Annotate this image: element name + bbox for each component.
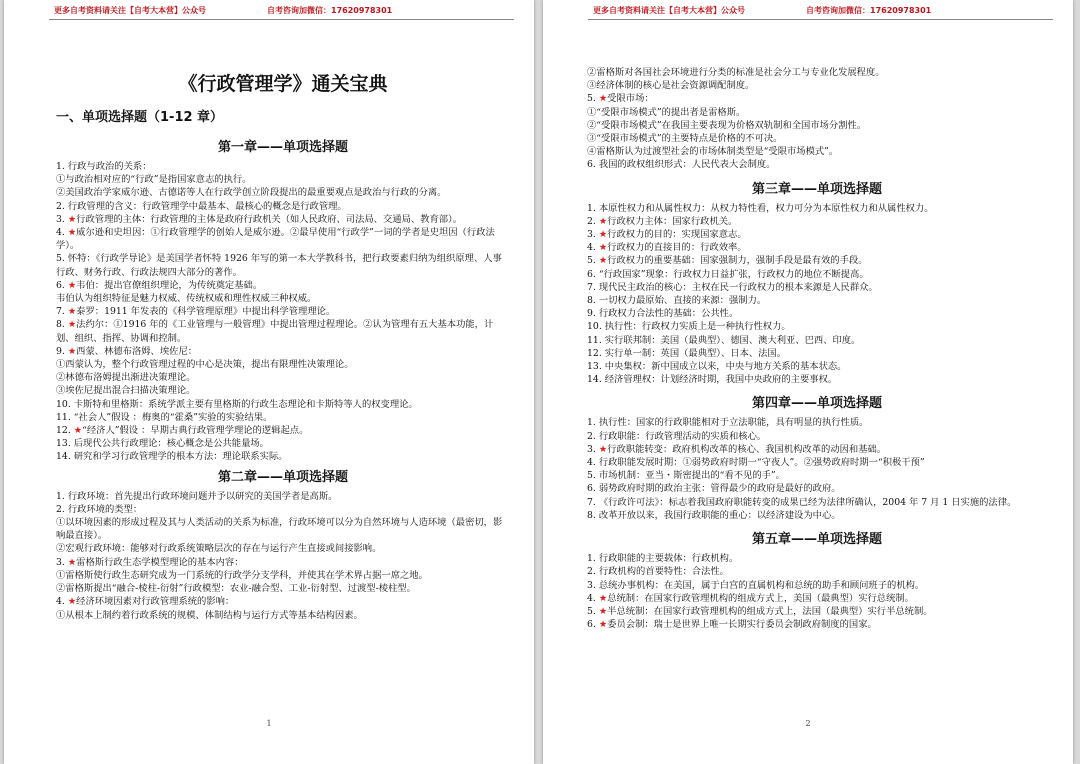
header-left-text: 更多自考资料请关注【自考大本营】公众号 [593,6,745,15]
page-1 [4,0,534,764]
chapter-heading: 第四章——单项选择题 [751,396,882,412]
item-number: 8. [56,319,68,331]
item-number: 3. [587,443,599,455]
star-icon: ★ [598,93,608,105]
list-item: 9. 行政权力合法性的基础：公共性。 [587,308,739,320]
list-item: ①以环境因素的形成过程及其与人类活动的关系为标准，行政环境可以分为自然环境与人造环境（最密切，影响最直接）。 [56,517,503,542]
list-item: 14. 经济管理权：计划经济时期，我国中央政府的主要事权。 [587,374,838,386]
star-icon: ★ [67,556,77,568]
item-text: 行政权力主体：国家行政机关。 [607,215,738,227]
item-text: 西蒙、林德布洛姆、埃佐尼： [76,345,198,357]
item-number: 12. [56,425,74,437]
item-number: 3. [56,556,68,568]
starred-list-item [56,213,510,226]
list-item: 1. 本原性权力和从属性权力：从权力特性看，权力可分为本原性权力和从属性权力。 [587,202,934,214]
star-icon: ★ [598,592,608,604]
part-heading: 一、单项选择题（1-12 章） [56,110,224,125]
star-icon: ★ [598,229,608,241]
list-item: ④雷格斯认为过渡型社会的市场体制类型是“受限市场模式”。 [587,146,839,158]
item-number: 5. [587,255,599,267]
item-text: 雷格斯行政生态学模型理论的基本内容： [76,556,244,568]
list-item: ①与政治相对应的“行政”是指国家意志的执行。 [56,174,252,186]
star-icon: ★ [67,227,77,239]
page-body [56,62,510,622]
header-right-text: 自考咨询加微信：17620978301 [806,6,932,15]
chapter-heading: 第二章——单项选择题 [217,469,348,485]
starred-list-item [587,254,1047,267]
list-item: 14. 研究和学习行政管理学的根本方法：理论联系实际。 [56,451,288,463]
chapter-heading: 第三章——单项选择题 [751,181,882,197]
list-item: 韦伯认为组织特征是魅力权威、传统权威和理性权威三种权威。 [56,293,317,305]
header-left-text: 更多自考资料请关注【自考大本营】公众号 [54,6,206,15]
list-item: 1. 行政与政治的关系： [56,161,152,172]
page-number: 2 [805,719,811,728]
list-item: ②雷格斯提出“融合-棱柱-衍射”行政模型：农业-融合型、工业-衍射型、过渡型-棱柱型。 [56,583,416,595]
chapter-heading: 第一章——单项选择题 [217,140,348,155]
item-text: 韦伯：提出官僚组织理论，为传统奠定基础。 [76,279,263,291]
list-item: ②美国政治学家威尔逊、古德诺等人在行政学创立阶段提出的最重要观点是政治与行政的分离。 [56,187,447,199]
item-number: 4. [587,592,599,604]
list-item: 7. 现代民主政治的核心：主权在民一行政权力的根本来源是人民群众。 [587,281,878,293]
page-2 [543,0,1073,764]
star-icon: ★ [598,215,608,227]
star-icon: ★ [67,319,77,331]
list-item: 6. “行政国家”现象：行政权力日益扩张，行政权力的地位不断提高。 [587,268,869,280]
item-text: 受限市场： [607,93,654,105]
list-item: 11. “社会人”假设 ：梅奥的“霍桑”实验的实验结果。 [56,411,273,423]
list-item: ①雷格斯使行政生态研究成为一门系统的行政学分支学科，并使其在学术界占据一席之地。 [56,569,428,581]
header-rule [588,19,1053,20]
item-number: 3. [56,213,68,225]
item-number: 3. [587,229,599,241]
item-number: 6. [56,279,68,291]
star-icon: ★ [598,443,608,455]
chapter-heading: 第五章——单项选择题 [751,532,882,548]
item-text: 行政权力的目的：实现国家意志。 [607,229,747,241]
starred-list-item [56,305,510,318]
list-item: ①西蒙认为，整个行政管理过程的中心是决策，提出有限理性决策理论。 [56,359,354,371]
page-header [593,5,1053,17]
list-item: 12. 实行单一制：英国（最典型）、日本、法国。 [587,347,787,359]
item-number: 6. [587,619,599,631]
list-item: 7. 《行政许可法》：标志着我国政府职能转变的成果已经为法律所确认，2004 年 7 月 1 日实施的法律。 [587,496,1017,508]
star-icon: ★ [598,619,608,631]
item-text: 泰罗：1911 年发表的《科学管理原理》中提出科学管理理论。 [76,306,336,318]
starred-list-item [587,618,1047,631]
star-icon: ★ [67,279,77,291]
starred-list-item [56,345,510,358]
list-item: ①从根本上制约着行政系统的规模、体制结构与运行方式等基本结构因素。 [56,609,363,621]
list-item: 6. 我国的政权组织形式：人民代表大会制度。 [587,159,776,171]
list-item: 1. 行政环境：首先提出行政环境问题并予以研究的美国学者是高斯。 [56,490,338,502]
list-item: 6. 弱势政府时期的政治主张：管得最少的政府是最好的政府。 [587,483,841,495]
page-number: 1 [266,719,272,728]
header-right-text: 自考咨询加微信：17620978301 [267,6,393,15]
list-item: 3. 总统办事机构：在美国，属于白宫的直属机构和总统的助手和顾问班子的机构。 [587,579,925,591]
list-item: ②林德布洛姆提出渐进决策理论。 [56,372,196,384]
star-icon: ★ [67,306,77,318]
starred-list-item [56,424,510,437]
item-number: 4. [587,242,599,254]
list-item: 2. 行政职能：行政管理活动的实质和核心。 [587,430,767,442]
star-icon: ★ [67,213,77,225]
item-number: 2. [587,215,599,227]
list-item: 4. 行政职能发展时期：①弱势政府时期一“守夜人”。②强势政府时期一“积极干预” [587,457,925,469]
item-text: 威尔逊和史坦因：①行政管理学的创始人是威尔逊。②最早使用“行政学”一词的学者是史坦因（行政法学）。 [56,227,495,252]
item-text: “经济人”假设 ：早期古典行政管理学理论的逻辑起点。 [82,425,309,437]
starred-list-item [587,605,1047,618]
starred-list-item [587,443,1047,456]
list-item: 2. 行政管理的含义：行政管理学中最基本、最核心的概念是行政管理。 [56,200,347,212]
item-number: 4. [56,227,68,239]
item-number: 9. [56,345,68,357]
list-item: ③经济体制的核心是社会资源调配制度。 [587,80,755,92]
list-item: 8. 改革开放以来，我国行政职能的重心：以经济建设为中心。 [587,509,841,521]
list-item: ②“受限市场模式”在我国主要表现为价格双轨制和全国市场分割性。 [587,119,867,131]
starred-list-item [56,226,510,252]
starred-list-item [587,592,1047,605]
list-item: 8. 一切权力最原始、直接的来源：强制力。 [587,295,767,307]
list-item: ①“受限市场模式”的提出者是雷格斯。 [587,106,746,118]
starred-list-item [56,556,510,569]
star-icon: ★ [67,345,77,357]
star-icon: ★ [73,425,83,437]
item-text: 行政权力的直接目的：行政效率。 [607,242,747,254]
item-text: 委员会制：瑞士是世界上唯一长期实行委员会制政府制度的国家。 [607,619,877,631]
list-item: 13. 中央集权：新中国成立以来，中央与地方关系的基本状态。 [587,361,847,373]
starred-list-item [56,318,510,344]
list-item: ③埃佐尼提出混合扫描决策理论。 [56,385,196,397]
page-header [54,5,514,17]
item-number: 7. [56,306,68,318]
item-text: 行政职能转变：政府机构改革的核心、我国机构改革的动因和基础。 [607,443,887,455]
list-item: 10. 卡斯特和里格斯：系统学派主要有里格斯的行政生态理论和卡斯特等人的权变理论。 [56,398,418,410]
item-text: 总统制：在国家行政管理机构的组成方式上，美国（最典型）实行总统制。 [607,592,914,604]
document-title: 《行政管理学》通关宝典 [178,73,388,95]
item-text: 法约尔：①1916 年的《工业管理与一般管理》中提出管理过程理论。②认为管理有五大基本功能，计划、组织、指挥、协调和控制。 [56,319,494,344]
star-icon: ★ [598,605,608,617]
item-number: 5. [587,93,599,105]
list-item: 2. 行政环境的类型： [56,503,143,515]
list-item: 5. 怀特：《行政学导论》是美国学者怀特 1926 年写的第一本大学教科书，把行政要素归纳为组织原理、人事行政、财务行政、行政法规四大部分的著作。 [56,253,502,278]
list-item: 2. 行政机构的首要特性：合法性。 [587,566,729,578]
item-text: 半总统制：在国家行政管理机构的组成方式上，法国（最典型）实行半总统制。 [607,605,933,617]
list-item: 11. 实行联邦制：美国（最典型）、德国、澳大利亚、巴西、印度。 [587,334,861,346]
list-item: 5. 市场机制：亚当・斯密提出的“看不见的手”。 [587,470,785,482]
item-number: 5. [587,605,599,617]
item-number: 4. [56,596,68,608]
list-item: ③“受限市场模式”的主要特点是价格的不可决。 [587,133,783,145]
starred-list-item [587,241,1047,254]
header-rule [49,19,514,20]
list-item: ②雷格斯对各国社会环境进行分类的标准是社会分工与专业化发展程度。 [587,67,885,78]
list-item: 13. 后现代公共行政理论：核心概念是公共能量场。 [56,438,269,450]
star-icon: ★ [598,242,608,254]
starred-list-item [56,595,510,608]
list-item: 10. 执行性：行政权力实质上是一种执行性权力。 [587,321,791,333]
list-item: 1. 执行性：国家的行政职能相对于立法职能，具有明显的执行性质。 [587,417,869,429]
star-icon: ★ [67,596,77,608]
starred-list-item [587,215,1047,228]
starred-list-item [587,92,1047,105]
page-body [587,66,1047,631]
starred-list-item [56,279,510,292]
list-item: ②宏观行政环境：能够对行政系统策略层次的存在与运行产生直接或间接影响。 [56,543,382,555]
starred-list-item [587,228,1047,241]
item-text: 行政权力的重要基础：国家强制力，强制手段是最有效的手段。 [607,255,868,267]
list-item: 1. 行政职能的主要载体：行政机构。 [587,553,739,565]
item-text: 经济环境因素对行政管理系统的影响： [76,596,235,608]
star-icon: ★ [598,255,608,267]
item-text: 行政管理的主体：行政管理的主体是政府行政机关（如人民政府、司法局、交通局、教育部）。 [76,213,462,225]
